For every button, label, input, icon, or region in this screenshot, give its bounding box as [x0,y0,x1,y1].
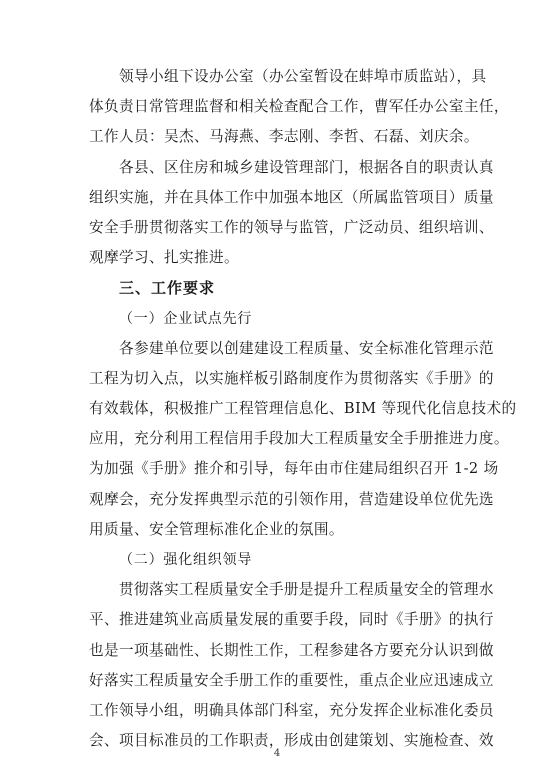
paragraph [89,334,517,545]
paragraph-line: 好落实工程质量安全手册工作的重要性，重点企业应迅速成立 [89,671,494,689]
paragraph-line: 工作人员：吴杰、马海燕、李志刚、李哲、石磊、刘庆余。 [89,128,479,146]
document-body [89,62,517,756]
page-number: 4 [273,748,281,759]
subsection-heading: （二）强化组织领导 [119,552,253,568]
paragraph-line: 工程为切入点，以实施样板引路制度作为贯彻落实《手册》的 [89,369,494,387]
paragraph-line: 为加强《手册》推介和引导，每年由市住建局组织召开 1-2 场 [89,460,499,478]
paragraph-line: 有效载体，积极推广工程管理信息化、BIM 等现代化信息技术的 [89,400,517,418]
subsection-heading: （一）企业试点先行 [119,310,253,327]
paragraph-line: 贯彻落实工程质量安全手册是提升工程质量安全的管理水 [119,581,494,599]
paragraph-line: 各参建单位要以创建建设工程质量、安全标准化管理示范 [119,339,494,357]
paragraph-line: 用质量、安全管理标准化企业的氛围。 [89,520,344,538]
paragraph-line: 应用，充分利用工程信用手段加大工程质量安全手册推进力度。 [89,430,509,448]
paragraph-line: 观摩会，充分发挥典型示范的引领作用，营造建设单位优先选 [89,490,494,508]
paragraph [89,575,494,756]
paragraph-line: 体负责日常管理监督和相关检查配合工作，曹军任办公室主任， [89,98,509,116]
paragraph-line: 平、推进建筑业高质量发展的重要手段，同时《手册》的执行 [89,611,494,629]
paragraph-line: 安全手册贯彻落实工作的领导与监管，广泛动员、组织培训、 [89,218,494,236]
paragraph [89,62,509,153]
paragraph-line: 领导小组下设办公室（办公室暂设在蚌埠市质监站），具 [119,68,487,85]
section-heading: 三、工作要求 [119,279,216,298]
paragraph-line: 观摩学习、扎实推进。 [89,249,239,267]
paragraph-line: 组织实施，并在具体工作中加强本地区（所属监管项目）质量 [89,188,494,206]
paragraph-line: 会、项目标准员的工作职责，形成由创建策划、实施检查、效 [89,732,494,750]
paragraph-line: 工作领导小组，明确具体部门科室，充分发挥企业标准化委员 [89,701,494,719]
paragraph [89,153,494,274]
paragraph-line: 各县、区住房和城乡建设管理部门，根据各自的职责认真 [119,158,494,176]
paragraph-line: 也是一项基础性、长期性工作，工程参建各方要充分认识到做 [89,641,494,659]
